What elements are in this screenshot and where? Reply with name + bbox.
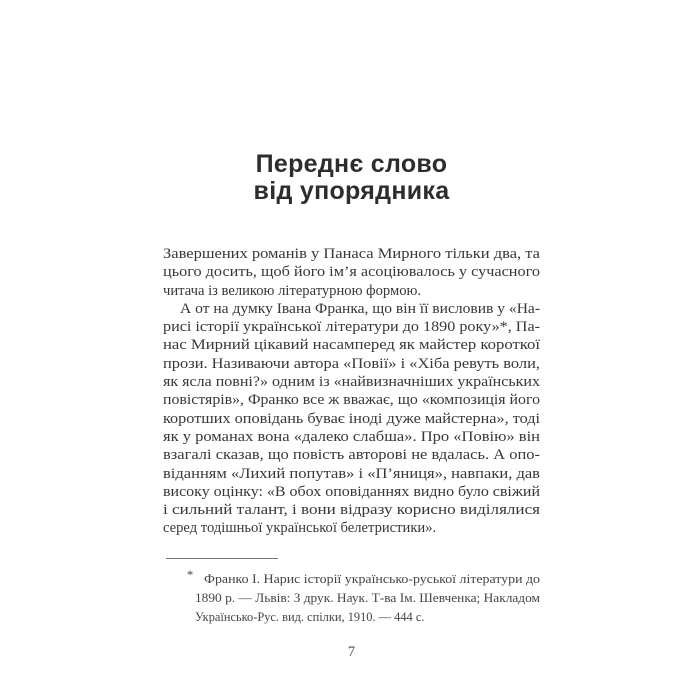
page-title-line-2: від упорядника xyxy=(253,177,450,205)
text-line: Українсько-Рус. вид. спілки, 1910. — 444 с. xyxy=(195,610,425,624)
text-line: Завершених романів у Панаса Мирного тільки два, та xyxy=(163,246,540,262)
body-text xyxy=(163,245,540,538)
text-line: як ясла повні?» одним із «найвизначніших українських xyxy=(163,374,540,391)
page-title xyxy=(163,151,540,205)
text-line: і сильний талант, і вони відразу корисно виділялися xyxy=(163,502,540,519)
text-line: серед тодішньої української белетристики». xyxy=(163,520,437,537)
footnote xyxy=(187,568,540,627)
text-line: Франко І. Нарис історії українсько-руської літератури до xyxy=(204,572,540,586)
text-line: високу оцінку: «В обох оповіданнях видно було свіжий xyxy=(163,483,540,500)
text-line: рисі історії української літератури до 1890 року»*, Па- xyxy=(163,319,540,336)
footnote-text xyxy=(195,570,540,627)
text-line: взагалі сказав, що повість авторові не вдалась. А опо- xyxy=(163,447,540,464)
text-line: 1890 р. — Львів: З друк. Наук. Т-ва Ім. Шевченка; Накладом xyxy=(195,591,540,605)
footnote-divider xyxy=(166,558,278,559)
footnote-marker: * xyxy=(187,568,194,582)
text-line: повістярів», Франко все ж вважає, що «композиція його xyxy=(163,392,540,409)
text-line: віданням «Лихий попутав» і «П’яниця», навпаки, дав xyxy=(163,465,540,482)
text-line: коротших оповідань буває іноді дуже майстерна», тоді xyxy=(163,410,540,427)
text-line: прози. Називаючи автора «Повії» і «Хіба ревуть воли, xyxy=(163,355,540,372)
text-line: як у романах вона «далеко слабша». Про «Повію» він xyxy=(163,428,540,445)
page-number: 7 xyxy=(347,644,356,660)
page-title-line-1: Переднє слово xyxy=(255,150,448,178)
text-line: читача із великою літературною формою. xyxy=(163,282,422,299)
text-line: А от на думку Івана Франка, що він її висловив у «На- xyxy=(180,300,540,317)
text-line: цього досить, щоб його ім’я асоціювалось у сучасного xyxy=(163,264,540,281)
text-line: нас Мирний цікавий насамперед як майстер короткої xyxy=(163,337,540,354)
